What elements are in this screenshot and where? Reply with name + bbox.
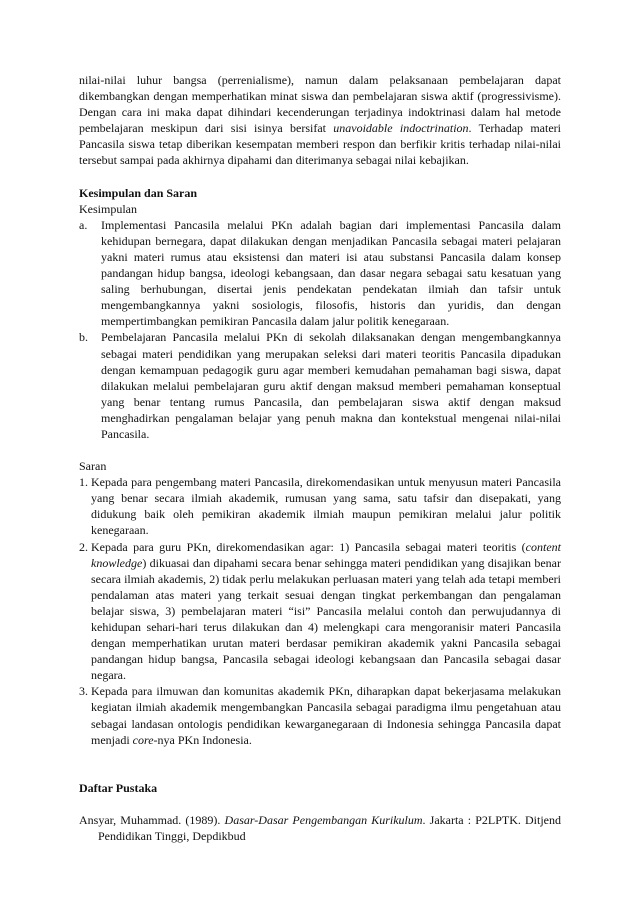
references-heading: Daftar Pustaka bbox=[79, 780, 158, 795]
list-marker: 1. bbox=[79, 475, 88, 490]
list-marker: a. bbox=[79, 217, 88, 232]
list-marker: 3. bbox=[79, 684, 88, 699]
conclusion-subheading: Kesimpulan bbox=[79, 201, 137, 216]
suggestions-heading: Saran bbox=[79, 459, 107, 474]
list-marker: b. bbox=[79, 330, 88, 345]
conclusion-item-b: b. Pembelajaran Pancasila melalui PKn di sekolah dilaksanakan dengan mengembangkannya sebagai materi pendidikan yang merupakan seleksi dari materi teoritis Pancasila dipadukan dengan kemampuan pedagogik guru agar memberi kemudahan pemahaman bagi siswa, dapat dilakukan melalui pembelajaran guru aktif dengan maksud memberi pemahaman konseptual yang benar tentang rumus Pancasila, dan pembelajaran siswa aktif dengan maksud menghadirkan pengalaman belajar yang penuh makna dan kontekstual mengenai nilai-nilai Pancasila. bbox=[79, 330, 561, 441]
intro-paragraph: nilai-nilai luhur bangsa (perrenialisme), namun dalam pelaksanaan pembelajaran dapat dikembangkan dengan memperhatikan minat siswa dan pembelajaran siswa aktif (progressivisme). Dengan cara ini maka dapat dihindari kecenderungan terjadinya indoktrinasi dalam hal metode pembelajaran meskipun dari sisi isinya bersifat unavoidable indoctrination. Terhadap materi Pancasila siswa tetap diberikan kesempatan memberi respon dan berfikir kritis terhadap nilai-nilai tersebut sampai pada akhirnya dipahami dan diterimanya sebagai nilai kebajikan. bbox=[79, 73, 561, 168]
suggestion-item-2: 2. Kepada para guru PKn, direkomendasikan agar: 1) Pancasila sebagai materi teoritis (content knowledge) dikuasai dan dipahami secara benar sehingga materi pendidikan yang disajikan benar secara ilmiah akademis, 2) tidak perlu melakukan perluasan materi yang telah ada tetapi memberi pendalaman atas materi yang terkait sesuai dengan tingkat perkembangan dan pengalaman belajar siswa, 3) pembelajaran materi “isi” Pancasila melalui contoh dan perwujudannya di kehidupan sehari-hari terus dilakukan dan 4) melengkapi cara mengoranisir materi Pancasila dengan memperhatikan urutan materi berdasar pemikiran akademik yakni Pancasila sebagai pandangan hidup bangsa, Pancasila sebagai ideologi kebangsaan dan Pancasila sebagai dasar negara. bbox=[79, 539, 561, 683]
conclusion-item-a: a. Implementasi Pancasila melalui PKn adalah bagian dari implementasi Pancasila dalam kehidupan bernegara, dapat dilakukan dengan menjadikan Pancasila sebagai materi pelajaran yakni materi rumus atau eksistensi dan materi isi atau substansi Pancasila dalam konsep pandangan hidup bangsa, ideologi kebangsaan, dan dasar negara sebagai satu kesatuan yang saling berhubungan, disertai jenis pendekatan pendekatan ilmiah dan tafsir untuk mengembangkannya yakni sosiologis, filosofis, historis dan yuridis, dan dengan mempertimbangkan pemikiran Pancasila dalam jalur politik kenegaraan. bbox=[79, 217, 561, 329]
list-marker: 2. bbox=[79, 539, 88, 554]
page-content bbox=[79, 72, 561, 844]
suggestion-item-3: 3. Kepada para ilmuwan dan komunitas akademik PKn, diharapkan dapat bekerjasama melakukan kegiatan ilmiah akademik mengembangkan Pancasila sebagai paradigma ilmu pengetahuan atau sebagai landasan ontologis pendidikan kewarganegaraan di Indonesia sehingga Pancasila dapat menjadi core-nya PKn Indonesia. bbox=[79, 684, 561, 747]
conclusion-heading: Kesimpulan dan Saran bbox=[79, 185, 198, 200]
suggestion-item-1: 1. Kepada para pengembang materi Pancasila, direkomendasikan untuk menyusun materi Pancasila yang benar secara ilmiah akademik, rumusan yang sama, satu tafsir dan disepakati, yang didukung baik oleh pemikiran akademik ilmiah maupun pemikiran melalui jalur politik kenegaraan. bbox=[79, 475, 561, 538]
reference-entry: Ansyar, Muhammad. (1989). Dasar-Dasar Pengembangan Kurikulum. Jakarta : P2LPTK. Ditjend Pendidikan Tinggi, Depdikbud bbox=[79, 812, 561, 843]
